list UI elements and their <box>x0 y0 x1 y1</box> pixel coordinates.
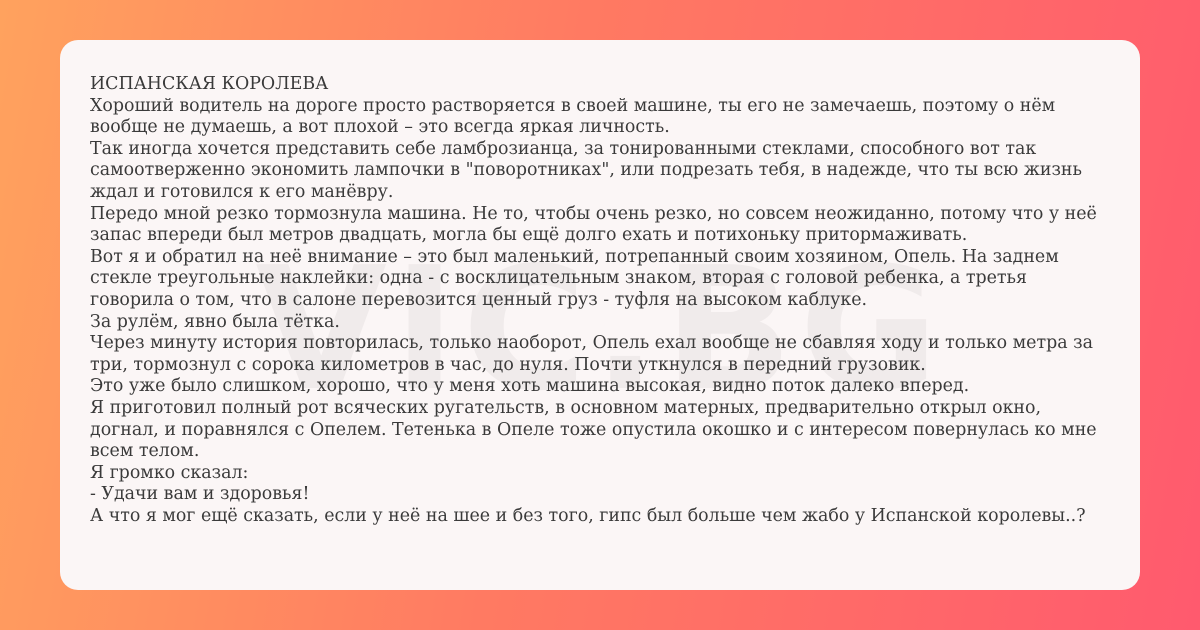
story-paragraph: Вот я и обратил на неё внимание – это был маленький, потрепанный своим хозяином, Опель. На заднем стекле треугольные наклейки: одна - с восклицательным знаком, вторая с головой ребенка, а третья говорила о том, что в салоне перевозится ценный груз - туфля на высоком каблуке. <box>90 246 1059 310</box>
story-paragraph: Через минуту история повторилась, только наоборот, Опель ехал вообще не сбавляя ходу и только метра за три, тормознул с сорока километров в час, до нуля. Почти уткнулся в передний грузовик. <box>90 333 1093 375</box>
story-paragraph: Так иногда хочется представить себе ламброзианца, за тонированными стеклами, способного вот так самоотверженно экономить лампочки в "поворотниках", или подрезать тебя, в надежде, что ты всю жизнь ждал и готовился к его манёвру. <box>90 138 1082 202</box>
story-paragraph: Передо мной резко тормознула машина. Не то, чтобы очень резко, но совсем неожиданно, потому что у неё запас впереди был метров двадцать, могла бы ещё долго ехать и потихоньку притормаживать. <box>90 203 1097 246</box>
story-text <box>90 74 1114 527</box>
story-paragraph: А что я мог ещё сказать, если у неё на шее и без того, гипс был больше чем жабо у Испанской королевы..? <box>90 505 1086 526</box>
story-title: ИСПАНСКАЯ КОРОЛЕВА <box>90 74 329 94</box>
story-card <box>60 40 1140 590</box>
story-paragraph: - Удачи вам и здоровья! <box>90 484 310 505</box>
story-paragraph: За рулём, явно была тётка. <box>90 311 340 332</box>
story-paragraph: Это уже было слишком, хорошо, что у меня хоть машина высокая, видно поток далеко вперед. <box>90 376 970 397</box>
story-paragraph: Я громко сказал: <box>90 462 249 483</box>
story-paragraph: Хороший водитель на дороге просто растворяется в своей машине, ты его не замечаешь, поэтому о нём вообще не думаешь, а вот плохой – это всегда яркая личность. <box>90 95 1056 138</box>
story-paragraph: Я приготовил полный рот всяческих ругательств, в основном матерных, предварительно открыл окно, догнал, и поравнялся с Опелем. Тетенька в Опеле тоже опустила окошко и с интересом повернулась ко мне всем телом. <box>90 397 1097 462</box>
